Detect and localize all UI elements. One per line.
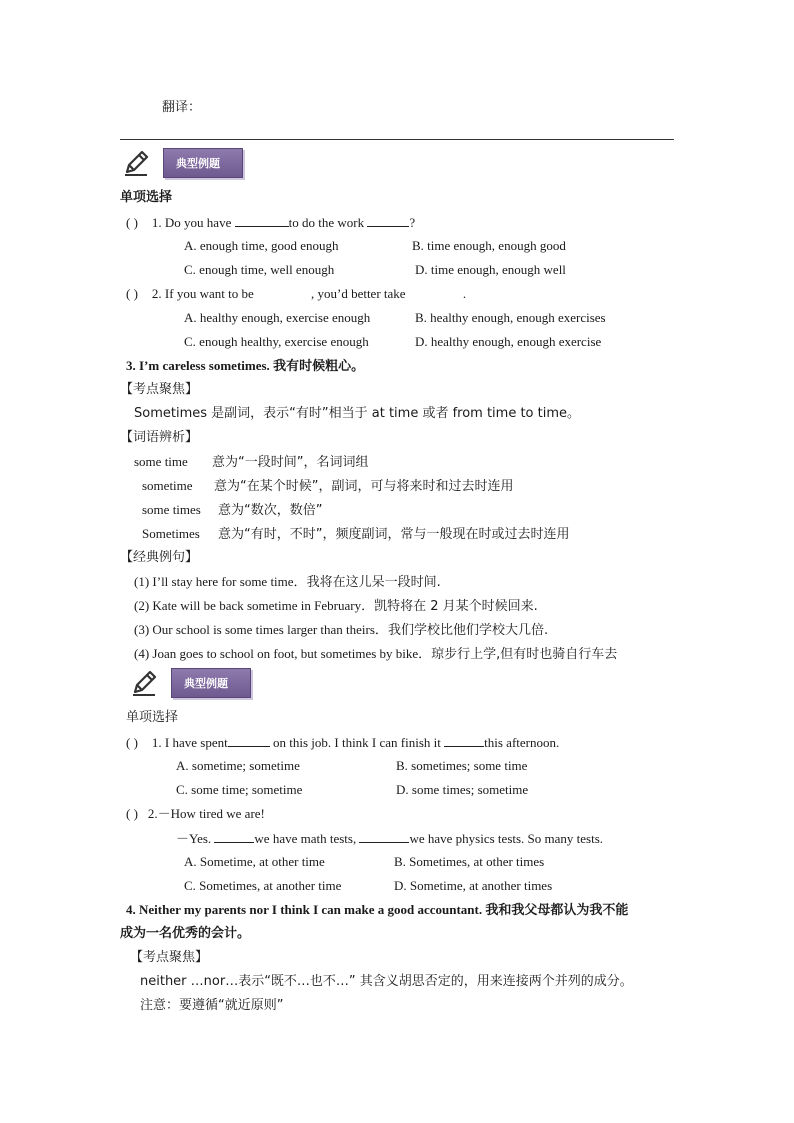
question-text: . [462, 286, 467, 301]
badge-typical-examples: 典型例题 [171, 668, 251, 698]
answer-paren: ( ) [126, 215, 138, 230]
example-sentence [134, 646, 617, 663]
point-title-cn: 我和我父母都认为我不能 [485, 903, 629, 918]
question-2-reply [176, 830, 603, 847]
example-en: (1) I’ll stay here for some time． [134, 574, 307, 589]
question-text: on this job. I think I can finish it [269, 735, 445, 750]
option-b: B. time enough, enough good [412, 238, 566, 253]
option-b: B. Sometimes, at other times [394, 854, 545, 869]
question-text: ? [409, 215, 416, 230]
answer-blank[interactable] [228, 734, 270, 747]
answer-blank[interactable] [235, 214, 289, 227]
point-3-title [126, 358, 364, 375]
example-en: (4) Joan goes to school on foot, but sometimes by bike． [134, 646, 432, 661]
answer-paren: ( ) [126, 735, 138, 750]
question-text: －Yes. [176, 831, 215, 846]
question-text: , you’d better take [310, 286, 409, 301]
analysis-meaning: 意为“一段时间”，名词词组 [212, 455, 369, 470]
example-en: (3) Our school is some times larger than theirs． [134, 622, 388, 637]
question-text: 2.－How tired we are! [147, 806, 265, 821]
answer-blank[interactable] [444, 734, 484, 747]
question-text: this afternoon. [484, 735, 560, 750]
example-sentence [134, 622, 548, 639]
example-sentence [134, 598, 538, 615]
question-text: 1. Do you have [151, 215, 235, 230]
question-text: we have math tests, [254, 831, 360, 846]
option-c: C. some time; sometime [176, 782, 303, 797]
question-2 [126, 806, 265, 822]
example-sentence [134, 574, 441, 591]
focus-label: 【考点聚焦】 [120, 382, 199, 397]
point-title-cn: 我有时候粗心。 [273, 359, 365, 374]
analysis-word: Sometimes [142, 526, 200, 541]
analysis-label: 【词语辨析】 [120, 430, 199, 445]
option-d: D. healthy enough, enough exercise [415, 334, 602, 349]
focus-text: Sometimes 是副词，表示“有时”相当于 at time 或者 from time to time。 [134, 406, 581, 421]
option-b: B. healthy enough, enough exercises [415, 310, 606, 325]
analysis-row [142, 478, 513, 495]
option-a: A. healthy enough, exercise enough [184, 310, 371, 325]
answer-blank[interactable] [359, 830, 409, 843]
focus-text: neither …nor…表示“既不…也不…” 其含义胡思否定的，用来连接两个并列的成分。 [140, 974, 633, 989]
analysis-meaning: 意为“有时，不时”，频度副词，常与一般现在时或过去时连用 [218, 527, 570, 542]
focus-label: 【考点聚焦】 [130, 950, 209, 965]
translate-label: 翻译： [162, 100, 202, 115]
answer-paren: ( ) [126, 286, 138, 301]
analysis-word: sometime [142, 478, 193, 493]
option-a: A. sometime; sometime [176, 758, 300, 773]
divider-line [120, 139, 674, 140]
question-1 [126, 214, 415, 231]
option-d: D. Sometime, at another times [394, 878, 553, 893]
badge-typical-examples: 典型例题 [163, 148, 243, 178]
example-en: (2) Kate will be back sometime in February． [134, 598, 375, 613]
option-d: D. some times; sometime [396, 782, 529, 797]
option-d: D. time enough, enough well [415, 262, 566, 277]
point-title-en: 4. Neither my parents nor I think I can make a good accountant. [126, 902, 483, 917]
question-text: we have physics tests. So many tests. [409, 831, 604, 846]
example-cn: 我们学校比他们学校大几倍. [387, 623, 549, 638]
analysis-row [142, 502, 322, 519]
answer-blank[interactable] [367, 214, 409, 227]
analysis-word: some time [134, 454, 188, 469]
question-text: 1. I have spent [151, 735, 228, 750]
point-title-cn-cont: 成为一名优秀的会计。 [120, 926, 251, 941]
option-b: B. sometimes; some time [396, 758, 528, 773]
answer-blank[interactable] [214, 830, 254, 843]
question-1 [126, 734, 559, 751]
pencil-icon [129, 668, 159, 698]
answer-paren: ( ) [126, 806, 138, 821]
option-a: A. Sometime, at other time [184, 854, 325, 869]
option-c: C. enough healthy, exercise enough [184, 334, 369, 349]
analysis-meaning: 意为“在某个时候”，副词，可与将来时和过去时连用 [214, 479, 514, 494]
example-cn: 我将在这儿呆一段时间. [306, 575, 441, 590]
question-text: to do the work [288, 215, 368, 230]
section-heading: 单项选择 [126, 710, 179, 725]
option-a: A. enough time, good enough [184, 238, 339, 253]
point-title-en: 3. I’m careless sometimes. [126, 358, 270, 373]
option-c: C. enough time, well enough [184, 262, 335, 277]
section-heading: 单项选择 [120, 190, 173, 205]
note-text: 注意：要遵循“就近原则” [140, 998, 284, 1013]
option-c: C. Sometimes, at another time [184, 878, 342, 893]
question-text: 2. If you want to be [151, 286, 257, 301]
example-cn: 琼步行上学,但有时也骑自行车去 [431, 647, 618, 662]
pencil-icon [121, 148, 151, 178]
example-cn: 凯特将在 2 月某个时候回来. [374, 599, 538, 614]
analysis-word: some times [142, 502, 201, 517]
analysis-row [134, 454, 368, 471]
analysis-row [142, 526, 569, 543]
analysis-meaning: 意为“数次，数倍” [218, 503, 323, 518]
examples-label: 【经典例句】 [120, 550, 199, 565]
question-2 [126, 286, 466, 302]
point-4-title [126, 902, 628, 919]
